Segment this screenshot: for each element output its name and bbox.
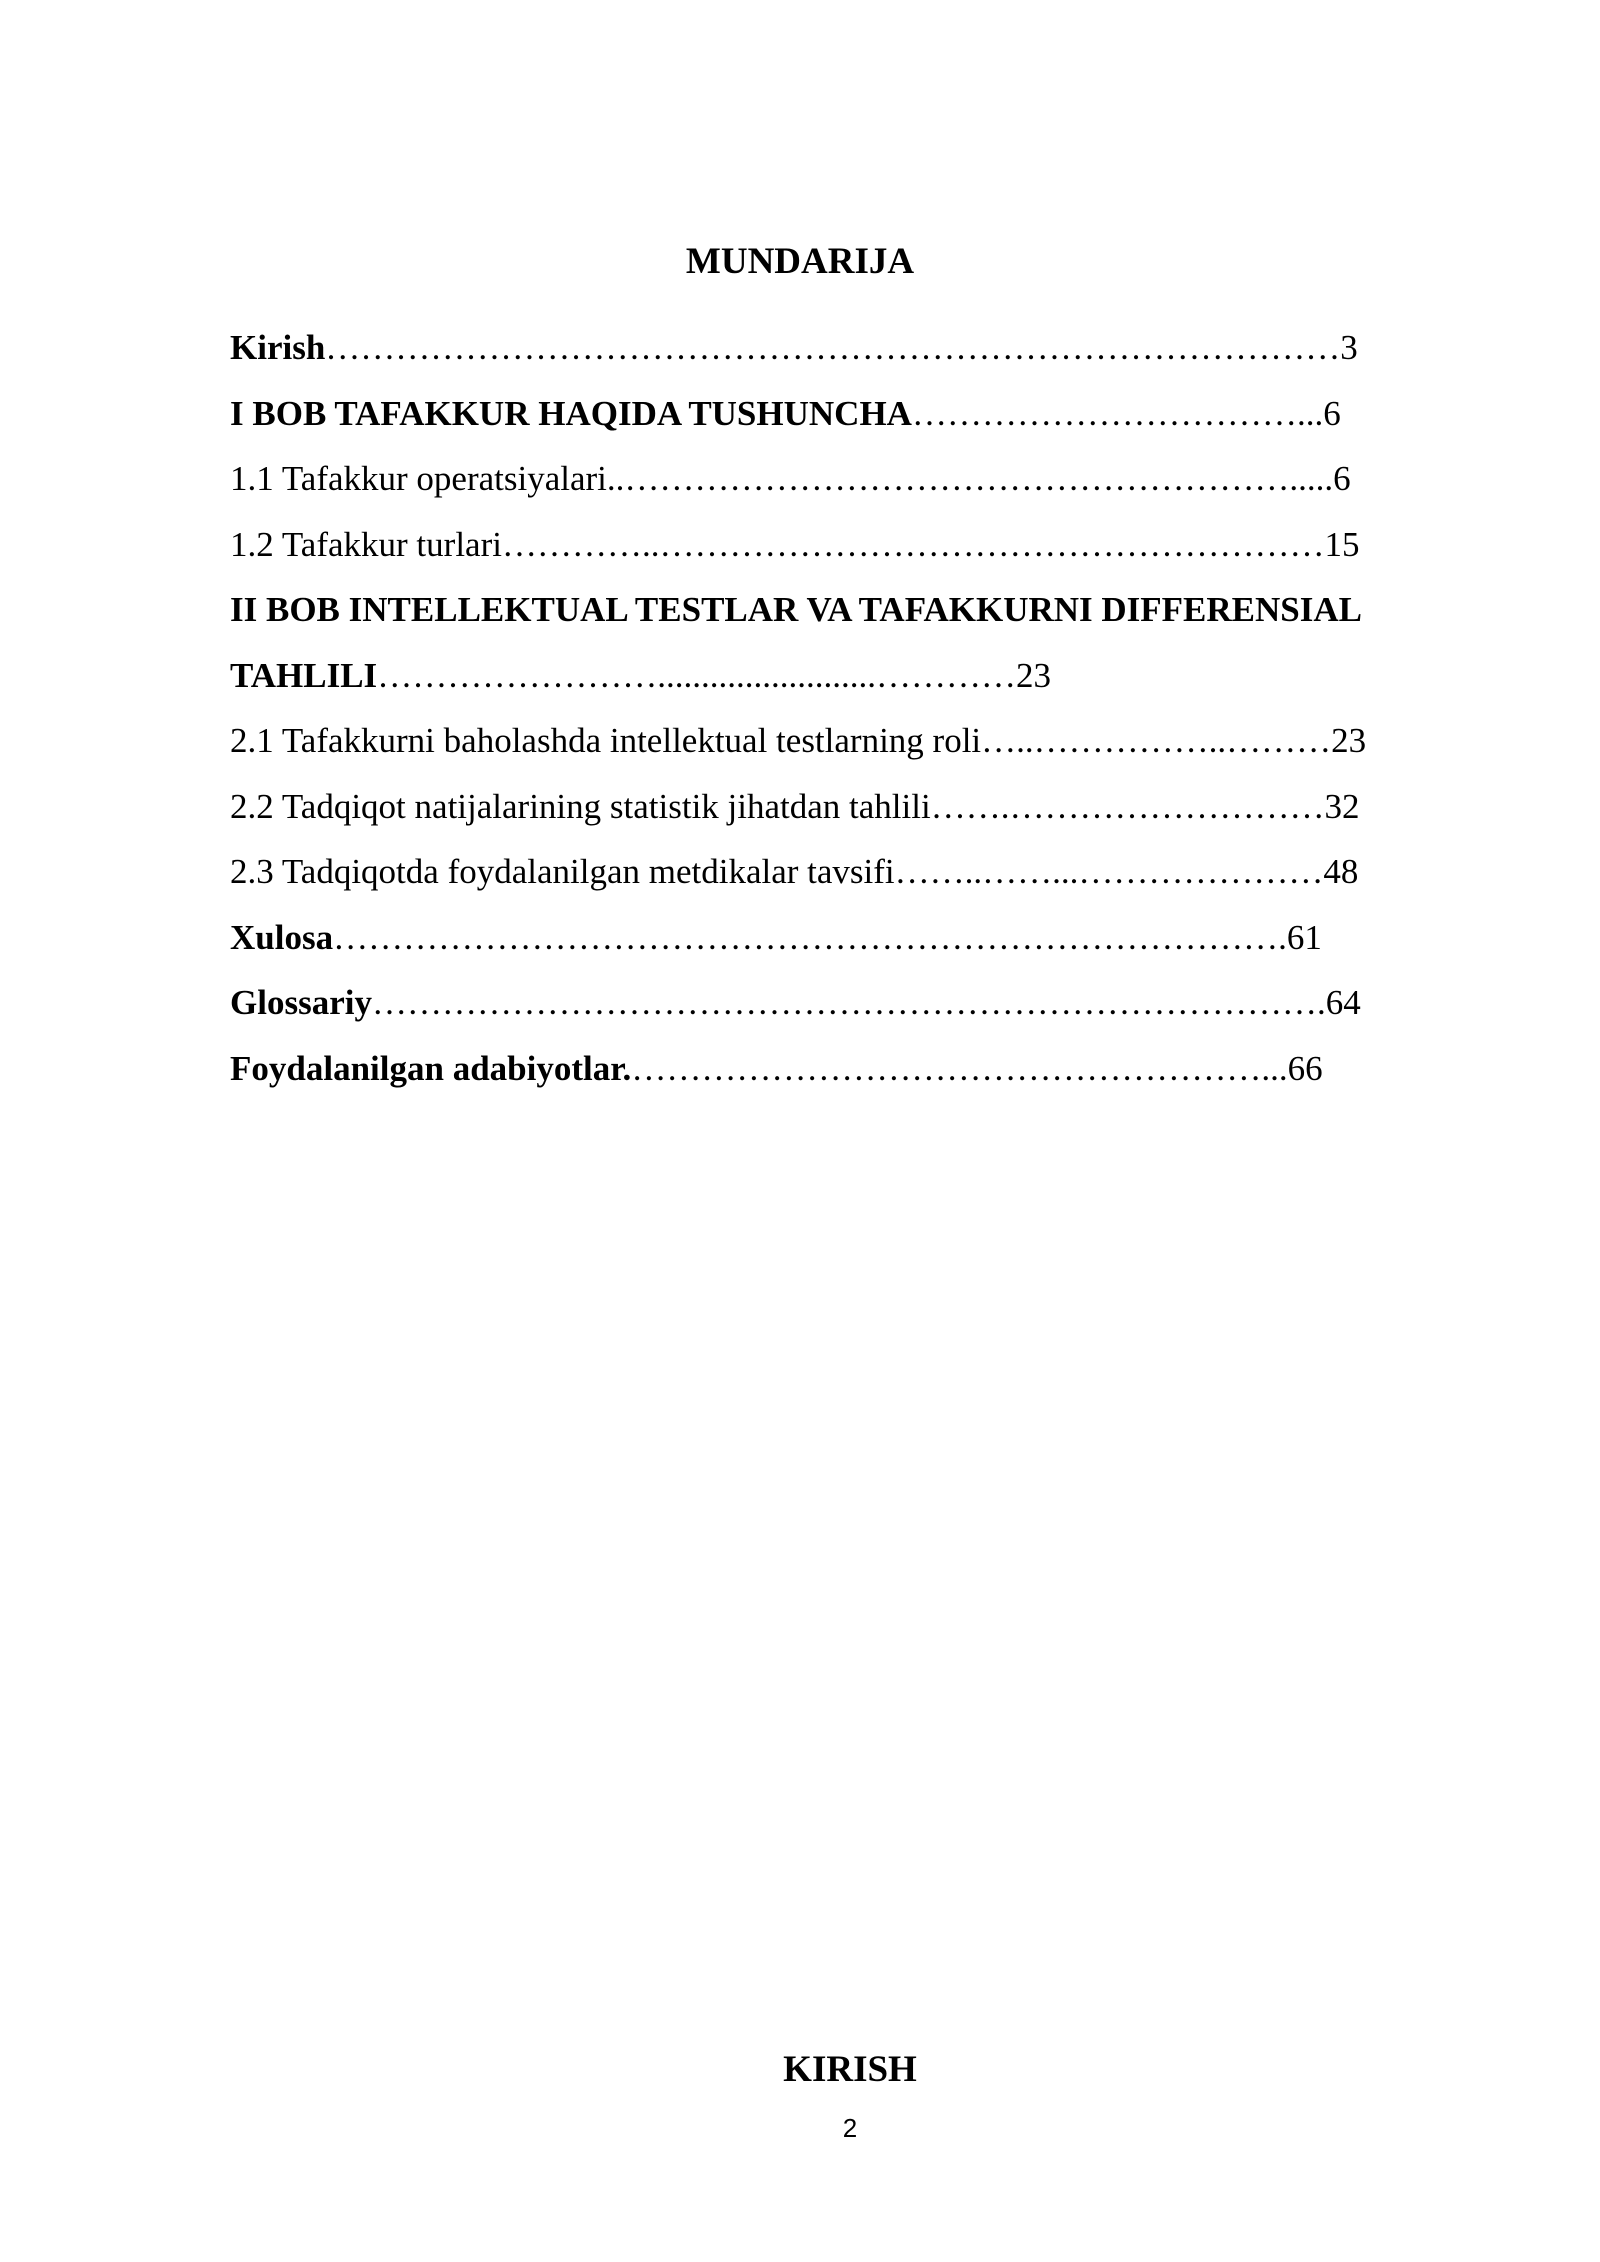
toc-entry-page: 15 — [1324, 524, 1360, 564]
toc-entry-label: 2.3 Tadqiqotda foydalanilgan metdikalar tavsifi — [230, 852, 895, 891]
toc-entry-leader: ………………………………………………………………………. — [333, 917, 1287, 957]
toc-title: MUNDARIJA — [685, 241, 915, 282]
toc-entry-page: 64 — [1325, 983, 1361, 1022]
toc-entry-leader: …………………….........................………… — [377, 655, 1016, 695]
toc-entry-label: Xulosa — [230, 917, 334, 957]
page-number: 2 — [842, 2113, 858, 2143]
toc-entry-leader: …..……………..……… — [981, 721, 1332, 760]
toc-entry-chapter-2-cont[interactable] — [230, 654, 1480, 720]
toc-entry-leader: ……..……...………………… — [894, 852, 1324, 891]
toc-entry-1-1[interactable] — [230, 457, 1480, 523]
toc-entry-page: 3 — [1340, 328, 1358, 367]
toc-entry-page: 48 — [1323, 852, 1359, 891]
toc-entry-chapter-2[interactable] — [230, 588, 1480, 654]
toc-entry-label: 1.2 Tafakkur turlari — [230, 524, 502, 564]
toc-entry-leader: …………………………………………………………………………… — [325, 328, 1341, 367]
toc-entry-chapter-1[interactable] — [230, 392, 1480, 458]
toc-entry-leader: ………………………………………………………………………. — [371, 983, 1326, 1022]
toc-entry-leader: ………………………………………………. — [631, 1048, 1271, 1088]
toc-entry-label: 2.1 Tafakkurni baholashda intellektual testlarning roli — [230, 721, 982, 760]
toc-entry-label: Foydalanilgan adabiyotlar. — [230, 1048, 632, 1088]
toc-entry-label: II BOB INTELLEKTUAL TESTLAR VA TAFAKKURNI DIFFERENSIAL — [230, 590, 1362, 629]
toc-entry-page: 32 — [1324, 786, 1360, 826]
toc-entry-page: 6 — [1333, 459, 1351, 498]
toc-entry-label: 1.1 Tafakkur operatsiyalari — [230, 459, 607, 498]
toc-entry-page: ..66 — [1270, 1048, 1323, 1088]
toc-entry-leader: ..…………………………………………………..... — [606, 459, 1334, 498]
toc-entry-label: 2.2 Tadqiqot natijalarining statistik jihatdan tahlili — [230, 786, 931, 826]
toc-entry-page: 23 — [1015, 655, 1051, 695]
toc-entry-xulosa[interactable] — [230, 916, 1480, 982]
toc-entry-2-1[interactable] — [230, 719, 1480, 785]
toc-entry-label: Glossariy — [230, 983, 372, 1022]
toc-entry-page: 6 — [1323, 393, 1341, 433]
toc-entry-leader: …….……………………… — [930, 786, 1325, 826]
toc-entry-page: 23 — [1331, 721, 1367, 760]
toc-entry-2-2[interactable] — [230, 785, 1480, 851]
section-heading-kirish: KIRISH — [783, 2049, 917, 2090]
toc-entry-glossariy[interactable] — [230, 981, 1480, 1047]
toc-entry-label: I BOB TAFAKKUR HAQIDA TUSHUNCHA — [230, 393, 912, 433]
toc-entry-leader: …………..………………………………………………… — [501, 524, 1325, 564]
toc-entry-2-3[interactable] — [230, 850, 1480, 916]
table-of-contents — [230, 326, 1480, 1112]
toc-entry-page: 61 — [1286, 917, 1322, 957]
toc-entry-kirish[interactable] — [230, 326, 1480, 392]
toc-entry-label: Kirish — [230, 328, 326, 367]
toc-entry-label: TAHLILI — [230, 655, 378, 695]
toc-entry-leader: ……………………………... — [911, 393, 1324, 433]
toc-entry-1-2[interactable] — [230, 523, 1480, 589]
toc-entry-adabiyotlar[interactable] — [230, 1047, 1480, 1113]
